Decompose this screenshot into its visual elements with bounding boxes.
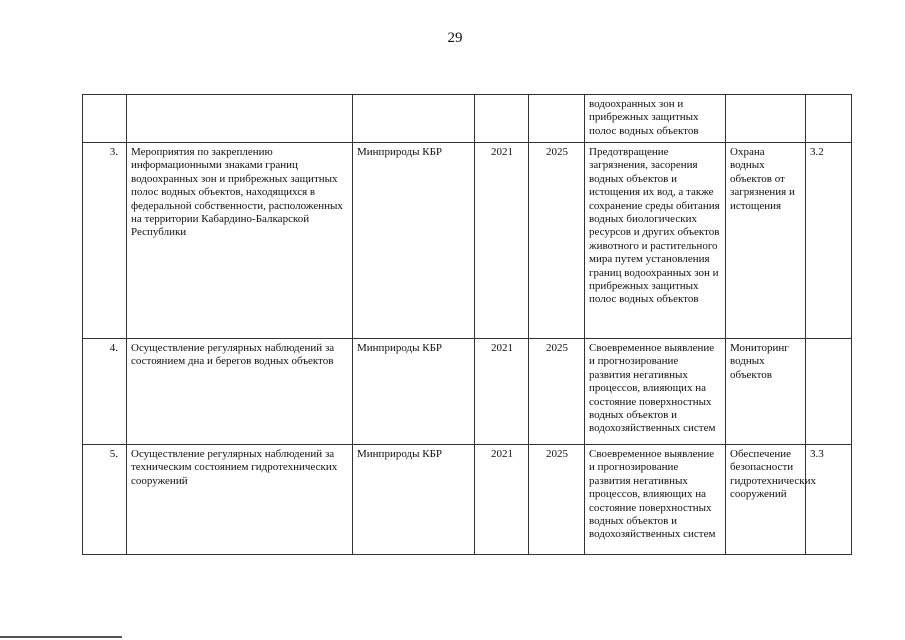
cell-result: водоохранных зон и прибрежных защитных полос водных объектов: [585, 95, 726, 143]
cell-end-year: [529, 95, 585, 143]
table-row: [83, 143, 852, 339]
cell-indicator: [806, 339, 852, 445]
cell-indicator: 3.2: [806, 143, 852, 339]
cell-num: 4.: [83, 339, 127, 445]
cell-direction: [726, 95, 806, 143]
cell-num: 3.: [83, 143, 127, 339]
page-number: 29: [447, 30, 463, 46]
cell-end-year: 2025: [529, 445, 585, 555]
cell-start-year: 2021: [475, 339, 529, 445]
cell-activity: Осуществление регулярных наблюдений за состоянием дна и берегов водных объектов: [127, 339, 353, 445]
cell-end-year: 2025: [529, 143, 585, 339]
cell-result: Предотвращение загрязнения, засорения водных объектов и истощения их вод, а также сохранение среды обитания водных биологических ресурсов и других объектов животного и растительного мира путем установления границ водоохранных зон и прибрежных защитных полос водных объектов: [585, 143, 726, 339]
cell-direction: Мониторинг водных объектов: [726, 339, 806, 445]
cell-num: [83, 95, 127, 143]
cell-executor: [353, 95, 475, 143]
cell-activity: Мероприятия по закреплению информационными знаками границ водоохранных зон и прибрежных защитных полос водных объектов, находящихся в федеральной собственности, расположенных на территории Кабардино-Балкарской Республики: [127, 143, 353, 339]
cell-executor: Минприроды КБР: [353, 445, 475, 555]
cell-indicator: 3.3: [806, 445, 852, 555]
table-row: [83, 445, 852, 555]
cell-activity: Осуществление регулярных наблюдений за техническим состоянием гидротехнических сооружений: [127, 445, 353, 555]
cell-result: Своевременное выявление и прогнозирование развития негативных процессов, влияющих на состояние поверхностных водных объектов и водохозяйственных систем: [585, 339, 726, 445]
cell-indicator: [806, 95, 852, 143]
cell-direction: Охрана водных объектов от загрязнения и истощения: [726, 143, 806, 339]
table-row: [83, 339, 852, 445]
cell-direction: Обеспечение безопасности гидротехнических сооружений: [726, 445, 806, 555]
cell-result: Своевременное выявление и прогнозирование развития негативных процессов, влияющих на состояние поверхностных водных объектов и водохозяйственных систем: [585, 445, 726, 555]
cell-activity: [127, 95, 353, 143]
cell-start-year: [475, 95, 529, 143]
table-row-continuation: [83, 95, 852, 143]
cell-end-year: 2025: [529, 339, 585, 445]
measures-table: [82, 94, 852, 555]
cell-num: 5.: [83, 445, 127, 555]
cell-start-year: 2021: [475, 143, 529, 339]
footnote-rule: [0, 636, 122, 638]
cell-executor: Минприроды КБР: [353, 339, 475, 445]
cell-executor: Минприроды КБР: [353, 143, 475, 339]
cell-start-year: 2021: [475, 445, 529, 555]
